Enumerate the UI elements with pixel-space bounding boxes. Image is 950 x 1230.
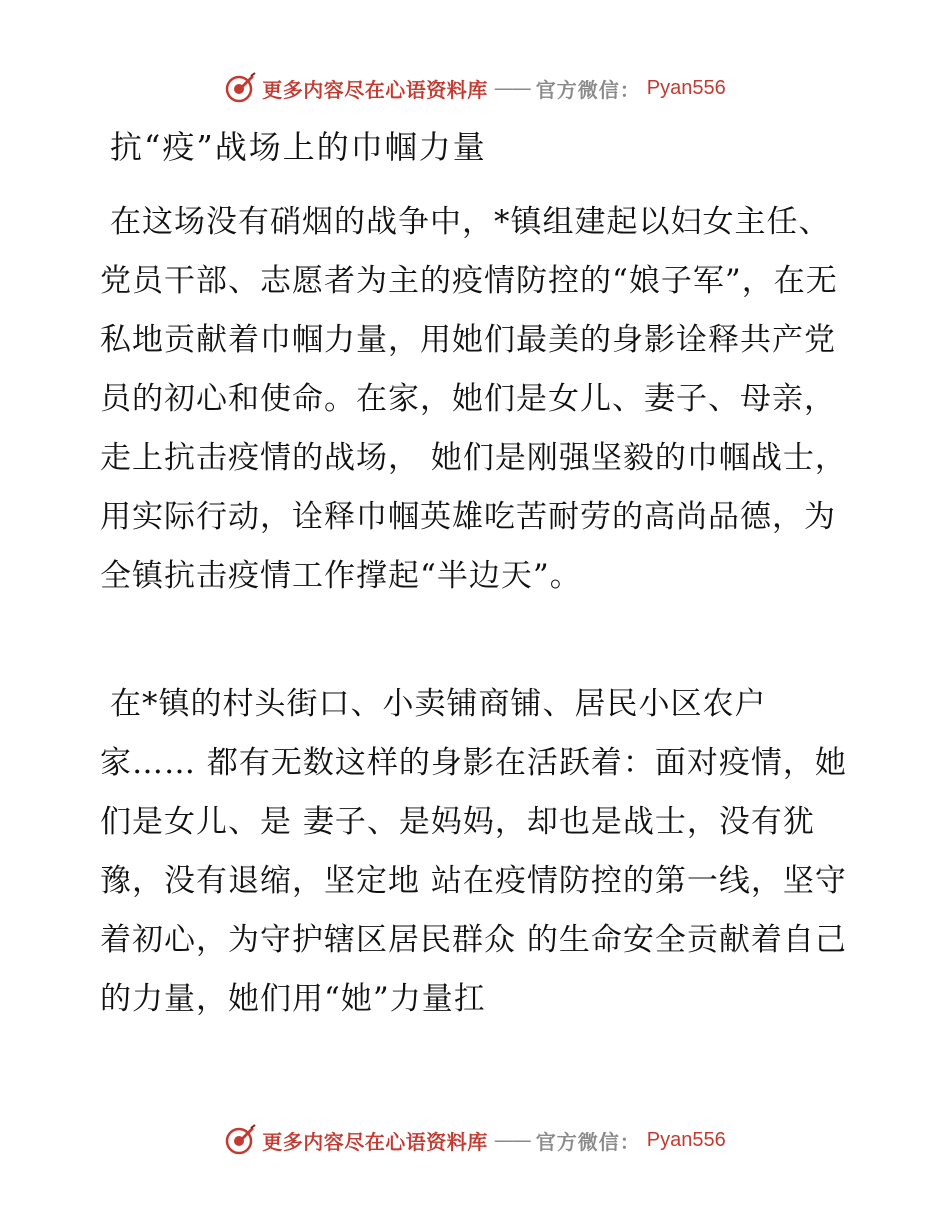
watermark-site-text: 更多内容尽在心语资料库: [262, 1129, 488, 1154]
watermark-dash: ——: [493, 1128, 530, 1152]
watermark-official-label: 官方微信：: [535, 77, 641, 102]
watermark-wechat-id: Pyan556: [646, 1128, 726, 1151]
paragraph-2: 在*镇的村头街口、小卖铺商铺、居民小区农户家…… 都有无数这样的身影在活跃着：面对疫情，她们是女儿、是 妻子、是妈妈，却也是战士，没有犹豫，没有退缩，坚定地 站在疫情防控的第一线，坚守着初心，为守护辖区居民群众 的生命安全贡献着自己的力量，她们用“她”力量扛: [100, 686, 847, 1017]
paragraph-1: 在这场没有硝烟的战争中，*镇组建起以妇女主任、党员干部、志愿者为主的疫情防控的“娘子军”，在无私地贡献着巾帼力量，用她们最美的身影诠释共产党员的初心和使命。在家，她们是女儿、妻子、母亲，走上抗击疫情的战场， 她们是刚强坚毅的巾帼战士，用实际行动，诠释巾帼英雄吃苦耐劳的高尚品德，为全镇抗击疫情工作撑起“半边天”。: [100, 204, 847, 594]
pen-circle-logo-icon: [224, 72, 256, 104]
watermark-official-label: 官方微信：: [535, 1129, 641, 1154]
pen-circle-logo-icon: [224, 1124, 256, 1156]
document-title: 抗“疫”战场上的巾帼力量: [110, 128, 487, 166]
header-watermark: [0, 72, 950, 104]
watermark-dash: ——: [493, 76, 530, 100]
watermark-site-text: 更多内容尽在心语资料库: [262, 77, 488, 102]
watermark-wechat-id: Pyan556: [646, 76, 726, 99]
footer-watermark: [0, 1124, 950, 1156]
